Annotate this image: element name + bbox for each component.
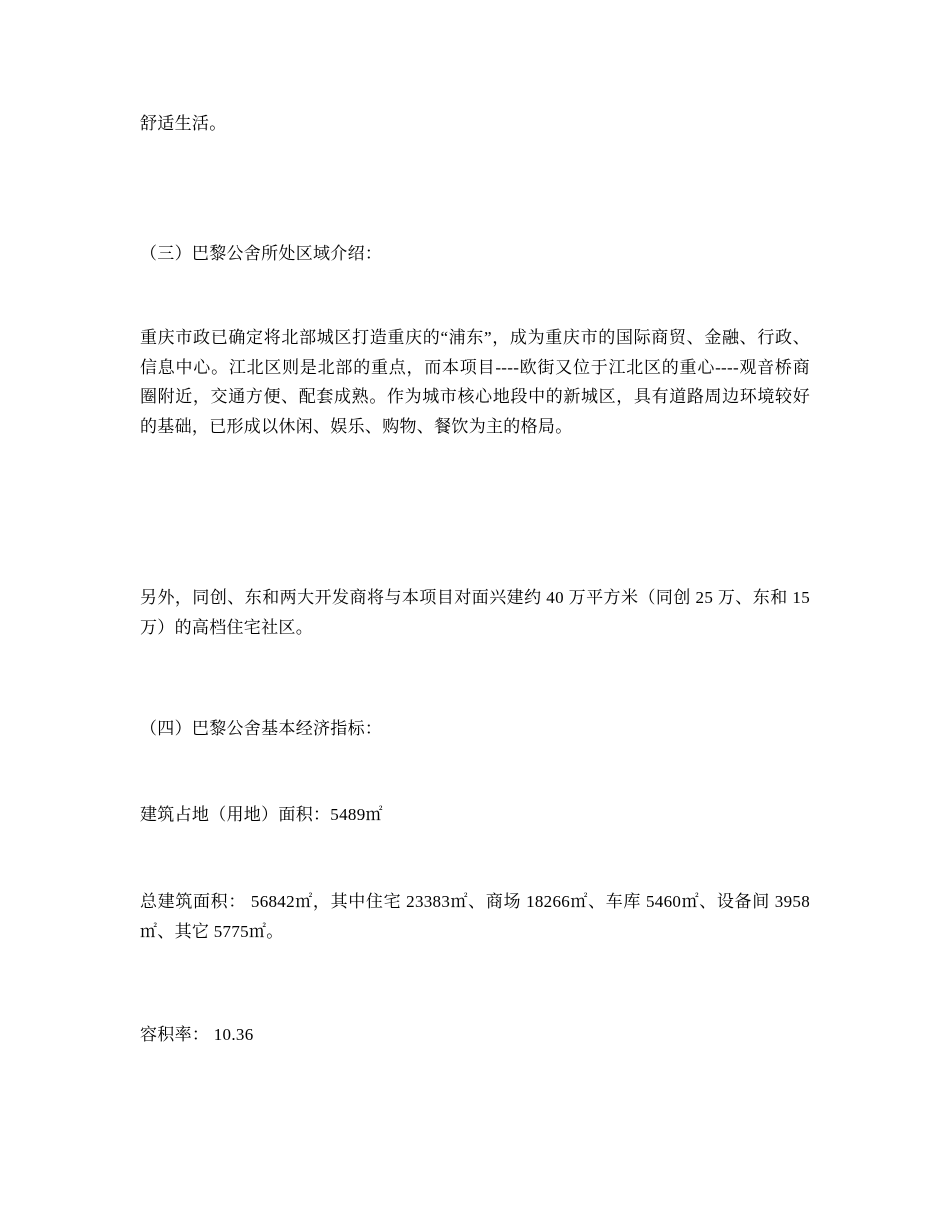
paragraph-closing-line: 舒适生活。 (140, 114, 227, 133)
section-heading-area-intro: （三）巴黎公舍所处区域介绍： (140, 244, 383, 263)
paragraph-area-description: 重庆市政已确定将北部城区打造重庆的“浦东”，成为重庆市的国际商贸、金融、行政、信息中心。江北区则是北部的重点，而本项目----欧街又位于江北区的重心----观音桥商圈附近，交通方便、配套成熟。作为城市核心地段中的新城区，具有道路周边环境较好的基础，已形成以休闲、娱乐、购物、餐饮为主的格局。 (140, 328, 810, 436)
indicator-land-area: 建筑占地（用地）面积：5489㎡ (140, 805, 383, 824)
indicator-plot-ratio: 容积率： 10.36 (140, 1025, 254, 1044)
section-heading-economic-indicators: （四）巴黎公舍基本经济指标： (140, 719, 383, 738)
paragraph-nearby-developments: 另外，同创、东和两大开发商将与本项目对面兴建约 40 万平方米（同创 25 万、东和 15 万）的高档住宅社区。 (140, 588, 810, 637)
indicator-total-floor-area: 总建筑面积： 56842㎡，其中住宅 23383㎡、商场 18266㎡、车库 5460㎡、设备间 3958㎡、其它 5775㎡。 (140, 892, 810, 941)
